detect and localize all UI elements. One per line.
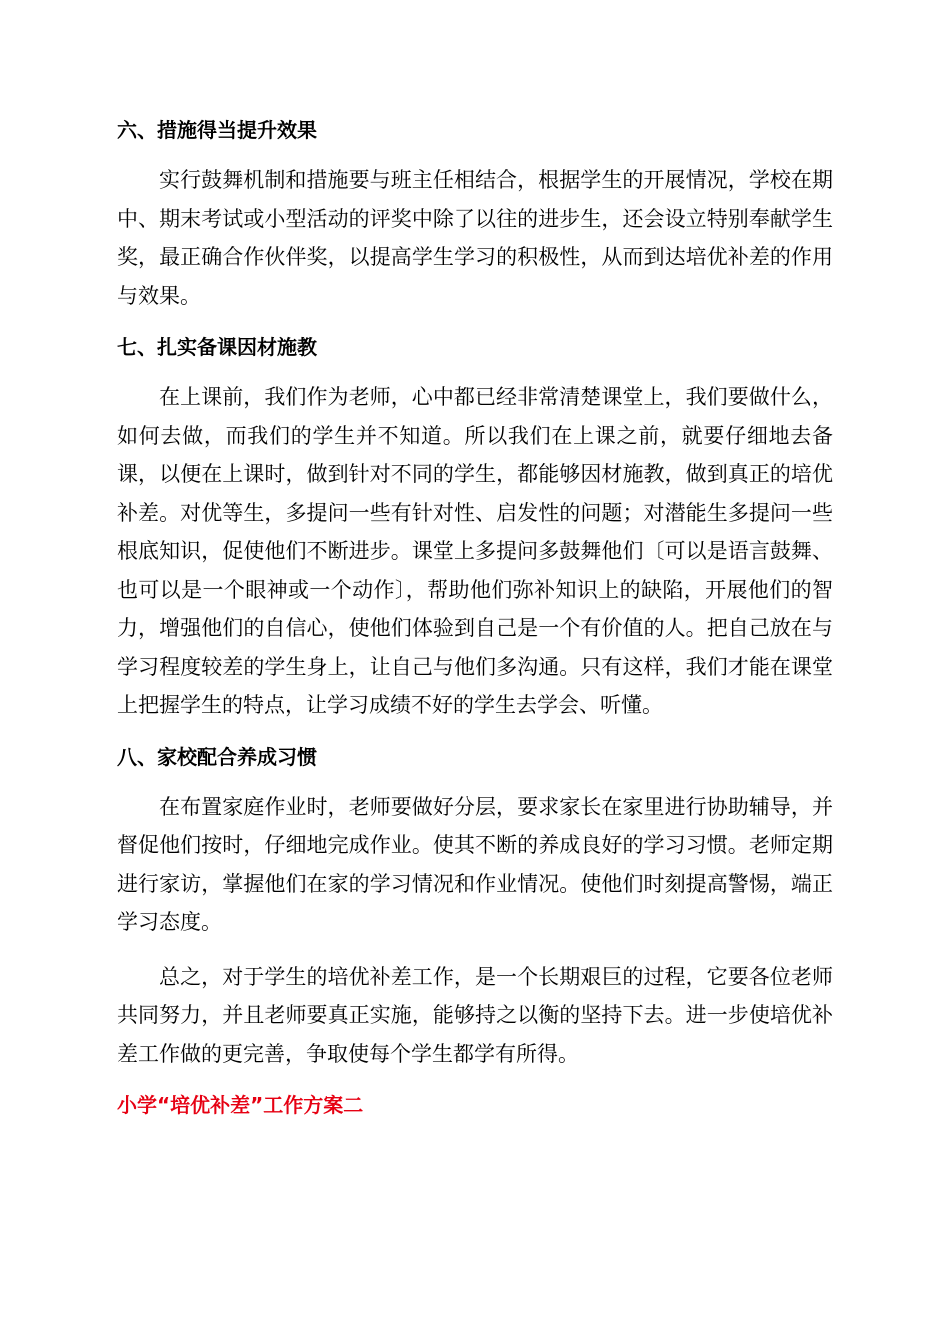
- section-heading-7: 七、扎实备课因材施教: [117, 335, 317, 359]
- section-paragraph-8: 在布置家庭作业时，老师要做好分层，要求家长在家里进行协助辅导，并督促他们按时，仔细地完成作业。使其不断的养成良好的学习习惯。老师定期进行家访，掌握他们在家的学习情况和作业情况。使他们时刻提高警惕，端正学习态度。: [117, 794, 833, 934]
- next-plan-title: 小学“培优补差”工作方案二: [117, 1093, 364, 1117]
- section-heading-6: 六、措施得当提升效果: [117, 118, 317, 142]
- section-paragraph-7: 在上课前，我们作为老师，心中都已经非常清楚课堂上，我们要做什么，如何去做，而我们的学生并不知道。所以我们在上课之前，就要仔细地去备课，以便在上课时，做到针对不同的学生，都能够因材施教，做到真正的培优补差。对优等生，多提问一些有针对性、启发性的问题；对潜能生多提问一些根底知识，促使他们不断进步。课堂上多提问多鼓舞他们〔可以是语言鼓舞、也可以是一个眼神或一个动作〕，帮助他们弥补知识上的缺陷，开展他们的智力，增强他们的自信心，使他们体验到自己是一个有价值的人。把自己放在与学习程度较差的学生身上，让自己与他们多沟通。只有这样，我们才能在课堂上把握学生的特点，让学习成绩不好的学生去学会、听懂。: [117, 385, 833, 717]
- conclusion-paragraph: 总之，对于学生的培优补差工作，是一个长期艰巨的过程，它要各位老师共同努力，并且老师要真正实施，能够持之以衡的坚持下去。进一步使培优补差工作做的更完善，争取使每个学生都学有所得。: [117, 964, 833, 1066]
- document-body: [117, 112, 833, 1123]
- section-paragraph-6: 实行鼓舞机制和措施要与班主任相结合，根据学生的开展情况，学校在期中、期末考试或小型活动的评奖中除了以往的进步生，还会设立特别奉献学生奖，最正确合作伙伴奖，以提高学生学习的积极性，从而到达培优补差的作用与效果。: [117, 168, 833, 308]
- section-heading-8: 八、家校配合养成习惯: [117, 744, 317, 769]
